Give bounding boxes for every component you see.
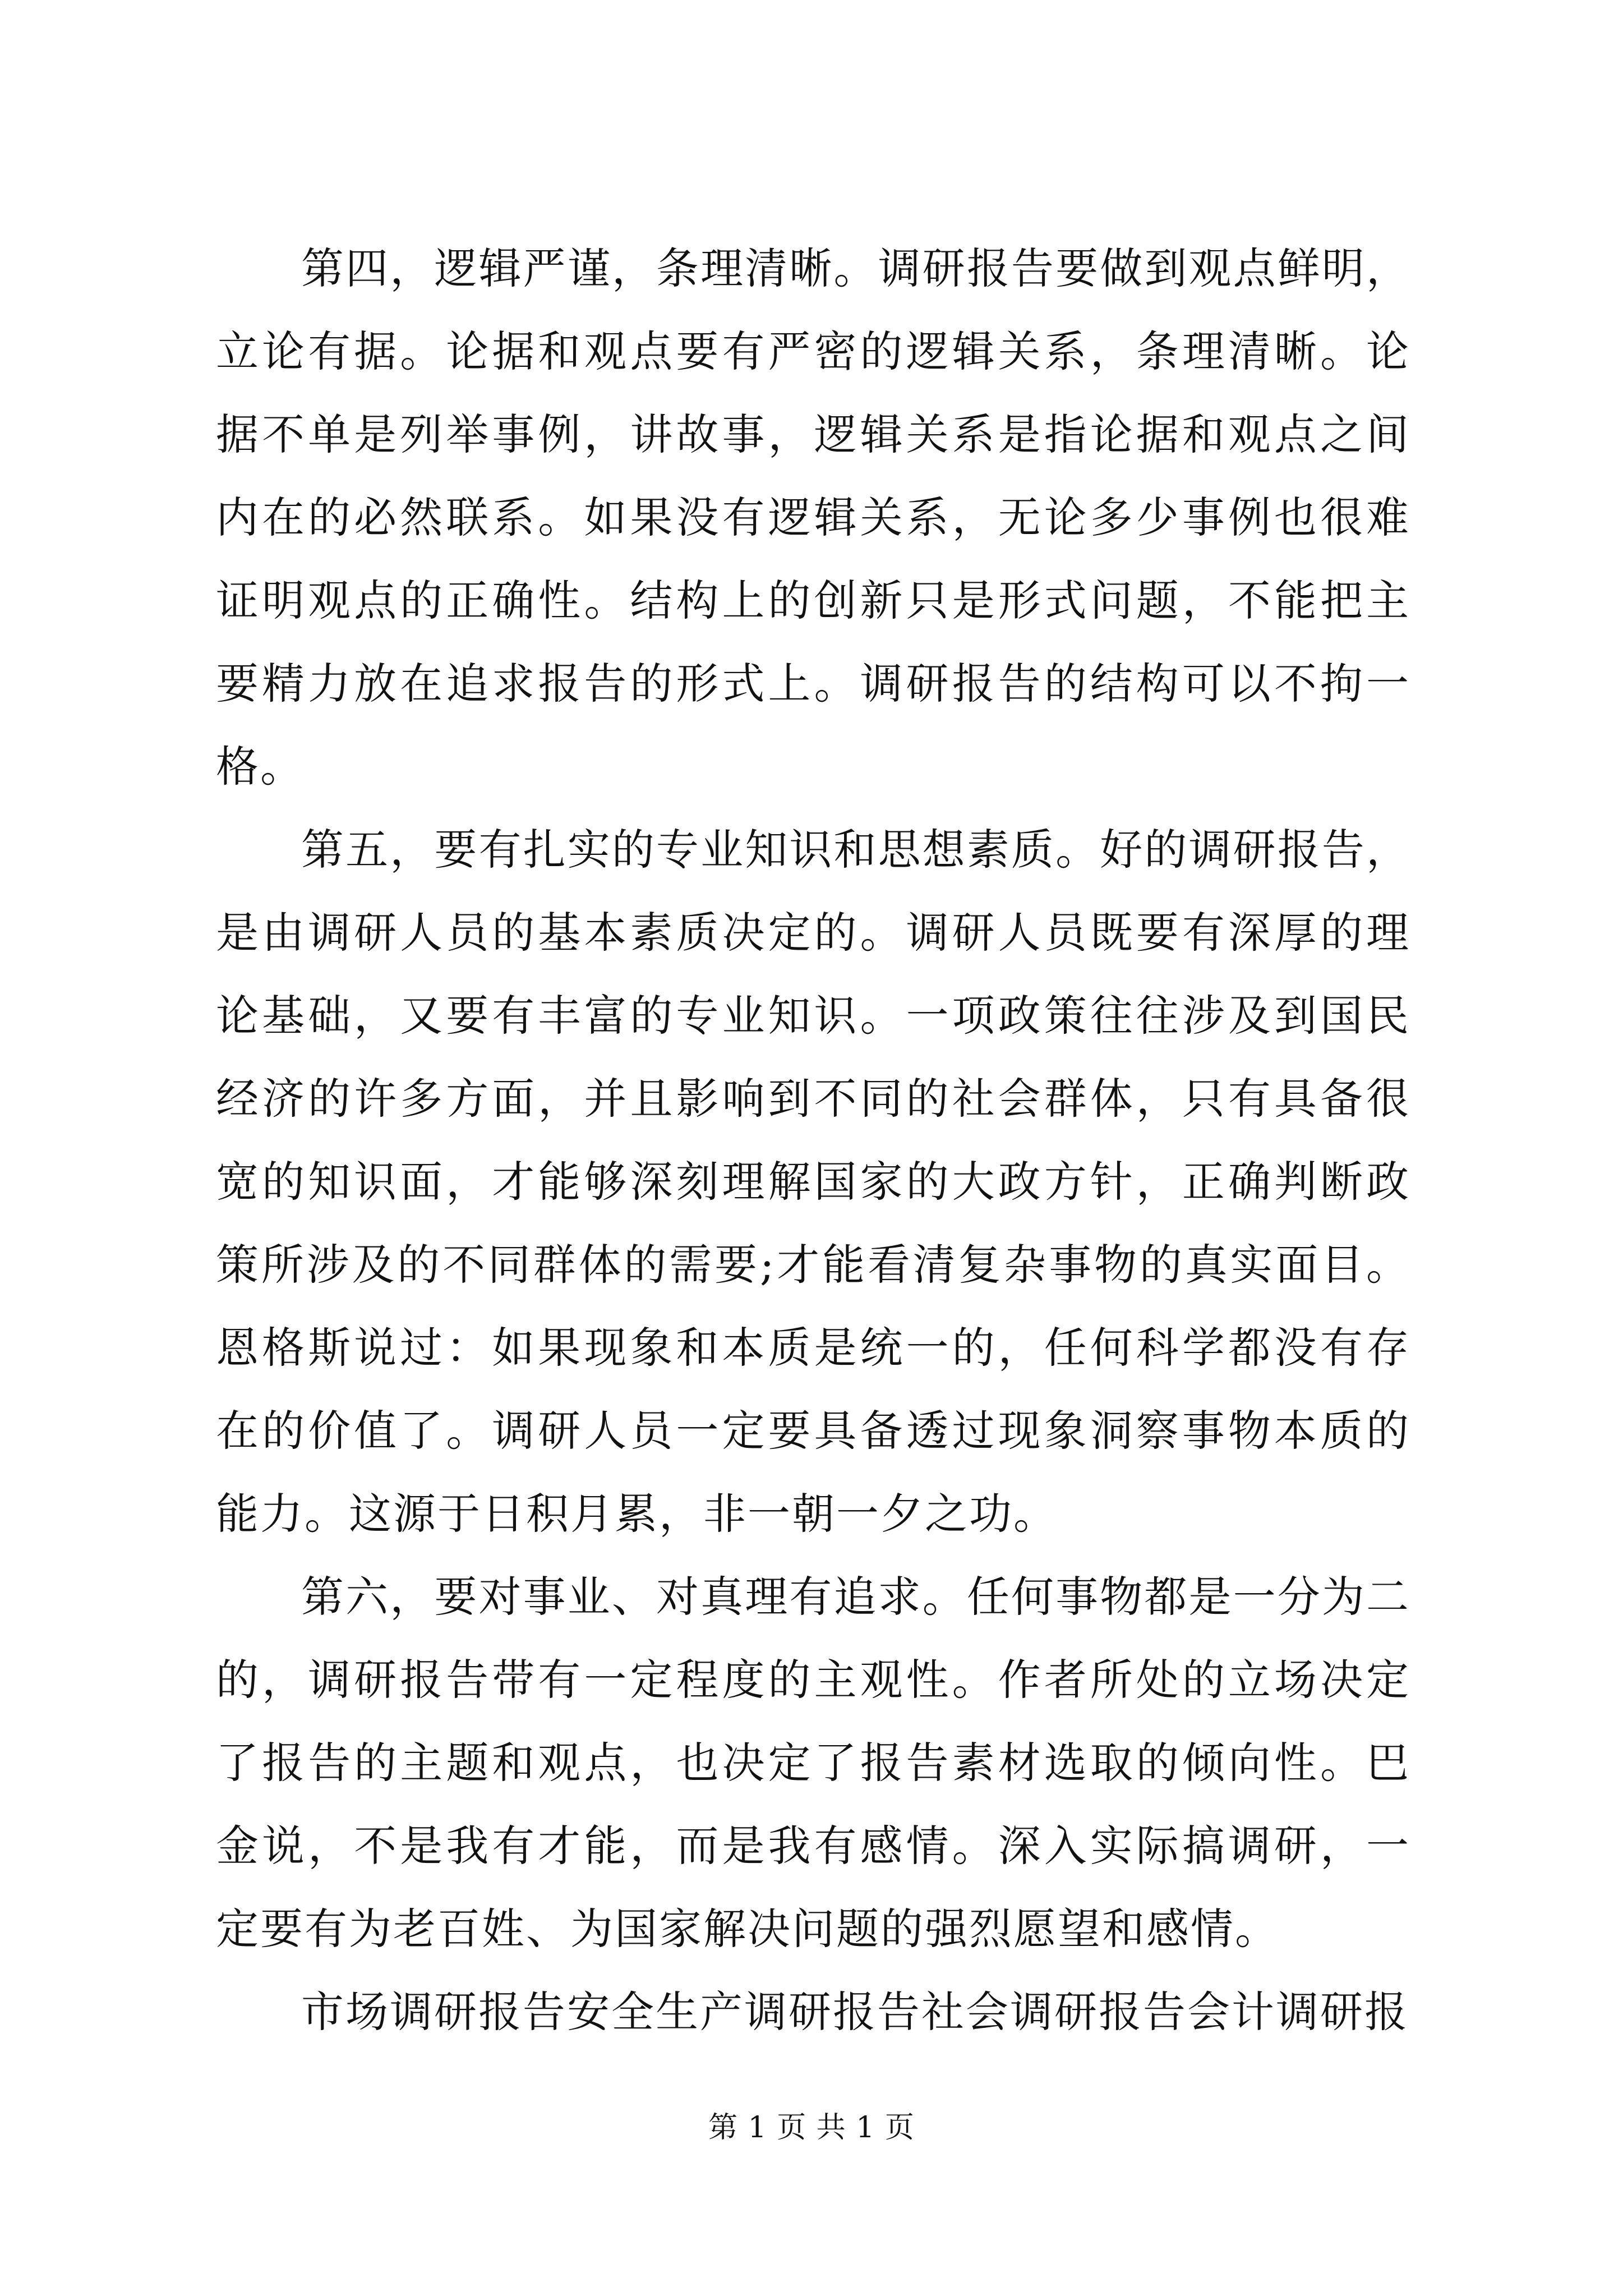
paragraph-logic: 第四，逻辑严谨，条理清晰。调研报告要做到观点鲜明，立论有据。论据和观点要有严密的逻辑关系，条理清晰。论据不单是列举事例，讲故事，逻辑关系是指论据和观点之间内在的必然联系。如果没有逻辑关系，无论多少事例也很难证明观点的正确性。结构上的创新只是形式问题，不能把主要精力放在追求报告的形式上。调研报告的结构可以不拘一格。 xyxy=(216,243,1410,792)
document-body xyxy=(216,227,1410,2054)
paragraph-related-topics: 市场调研报告安全生产调研报告社会调研报告会计调研报 xyxy=(301,1987,1409,2037)
page-footer: 第 1 页 共 1 页 xyxy=(708,2111,915,2145)
paragraph-pursuit: 第六，要对事业、对真理有追求。任何事物都是一分为二的，调研报告带有一定程度的主观性。作者所处的立场决定了报告的主题和观点，也决定了报告素材选取的倾向性。巴金说，不是我有才能，而是我有感情。深入实际搞调研，一定要有为老百姓、为国家解决问题的强烈愿望和感情。 xyxy=(216,1572,1410,1954)
paragraph-knowledge: 第五，要有扎实的专业知识和思想素质。好的调研报告，是由调研人员的基本素质决定的。调研人员既要有深厚的理论基础，又要有丰富的专业知识。一项政策往往涉及到国民经济的许多方面，并且影响到不同的社会群体，只有具备很宽的知识面，才能够深刻理解国家的大政方针，正确判断政策所涉及的不同群体的需要;才能看清复杂事物的真实面目。恩格斯说过：如果现象和本质是统一的，任何科学都没有存在的价值了。调研人员一定要具备透过现象洞察事物本质的能力。这源于日积月累，非一朝一夕之功。 xyxy=(216,825,1410,1539)
